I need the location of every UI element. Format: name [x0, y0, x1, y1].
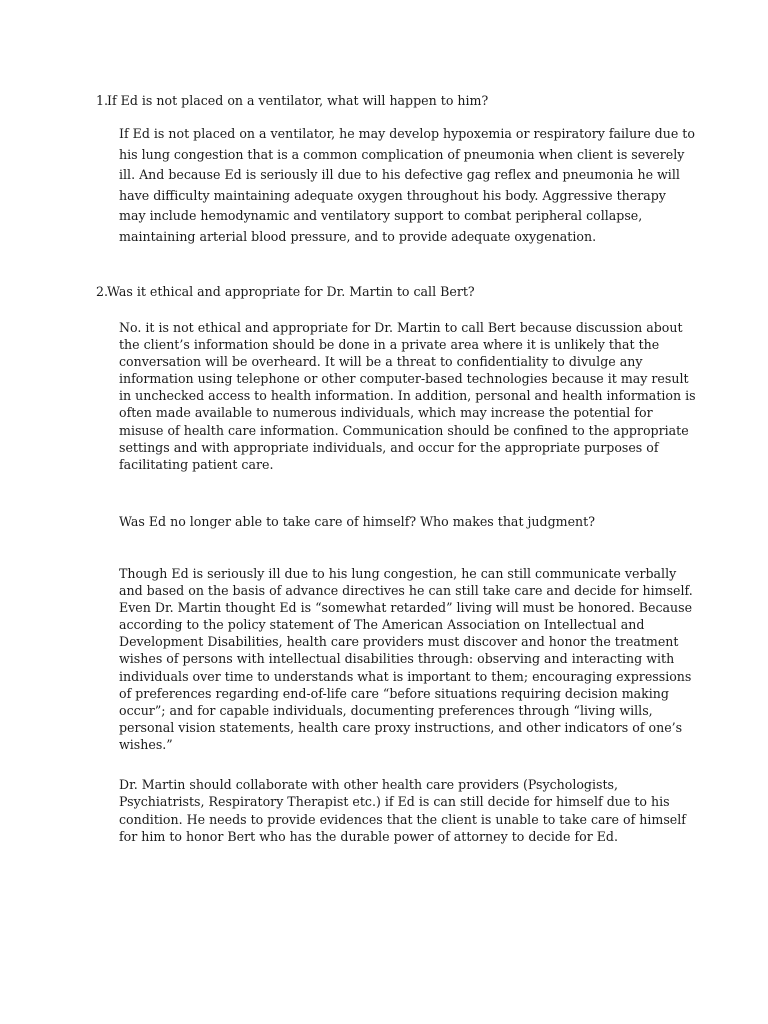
answer-3-line: individuals over time to understands what is important to them; encouraging expressions — [119, 668, 692, 684]
answer-3-line: according to the policy statement of The American Association on Intellectual and — [119, 617, 645, 633]
answer-1-line: maintaining arterial blood pressure, and to provide adequate oxygenation. — [119, 228, 597, 244]
answer-3-line: of preferences regarding end-of-life care “before situations requiring decision making — [119, 685, 669, 701]
answer-3-line: Even Dr. Martin thought Ed is “somewhat retarded” living will must be honored. Because — [119, 600, 693, 616]
answer-3b-line: condition. He needs to provide evidences that the client is unable to take care of himself — [119, 811, 686, 827]
answer-2-line: settings and with appropriate individuals, and occur for the appropriate purposes of — [119, 439, 659, 455]
answer-3b-line: for him to honor Bert who has the durable power of attorney to decide for Ed. — [119, 829, 618, 845]
answer-3-line: personal vision statements, health care proxy instructions, and other indicators of one’s — [119, 719, 683, 735]
question-3-text: Was Ed no longer able to take care of himself? Who makes that judgment? — [119, 514, 595, 529]
answer-3-line: wishes.” — [119, 736, 173, 752]
answer-2-line: conversation will be overheard. It will be a threat to confidentiality to divulge any — [119, 354, 643, 370]
question-1-text: If Ed is not placed on a ventilator, what will happen to him? — [107, 93, 489, 108]
answer-3-part-1 — [119, 565, 699, 753]
answer-2 — [119, 319, 699, 473]
question-2-text: Was it ethical and appropriate for Dr. Martin to call Bert? — [107, 284, 475, 299]
answer-2-line: in unchecked access to health information. In addition, personal and health information is — [119, 388, 696, 404]
answer-1-line: If Ed is not placed on a ventilator, he may develop hypoxemia or respiratory failure due to — [119, 126, 695, 141]
question-1-number: 1. — [96, 93, 109, 108]
answer-3-part-2 — [119, 776, 699, 846]
answer-3b-line: Psychiatrists, Respiratory Therapist etc.) if Ed is can still decide for himself due to his — [119, 794, 670, 810]
answer-3-line: wishes of persons with intellectual disabilities through: observing and interacting with — [119, 651, 675, 667]
answer-1-line: have difficulty maintaining adequate oxygen throughout his body. Aggressive therapy — [119, 187, 666, 203]
answer-3b-line: Dr. Martin should collaborate with other health care providers (Psychologists, — [119, 777, 619, 792]
answer-2-line: information using telephone or other computer-based technologies because it may result — [119, 371, 689, 387]
answer-3-line: Development Disabilities, health care providers must discover and honor the treatment — [119, 634, 679, 650]
answer-2-line: the client’s information should be done in a private area where it is unlikely that the — [119, 337, 660, 353]
answer-1-line: may include hemodynamic and ventilatory support to combat peripheral collapse, — [119, 208, 643, 224]
answer-2-line: often made available to numerous individuals, which may increase the potential for — [119, 405, 653, 421]
answer-3-line: Though Ed is seriously ill due to his lung congestion, he can still communicate verbally — [119, 566, 677, 581]
question-2-number: 2. — [96, 284, 109, 299]
answer-2-line: No. it is not ethical and appropriate for Dr. Martin to call Bert because discussion about — [119, 320, 683, 335]
answer-1 — [119, 124, 699, 248]
answer-3-line: and based on the basis of advance directives he can still take care and decide for himself. — [119, 583, 693, 599]
answer-2-line: misuse of health care information. Communication should be confined to the appropriate — [119, 422, 689, 438]
answer-1-line: ill. And because Ed is seriously ill due to his defective gag reflex and pneumonia he will — [119, 167, 680, 183]
answer-1-line: his lung congestion that is a common complication of pneumonia when client is severely — [119, 146, 685, 162]
question-2 — [96, 283, 475, 300]
answer-2-line: facilitating patient care. — [119, 456, 274, 472]
question-1 — [96, 92, 488, 109]
answer-3-line: occur”; and for capable individuals, documenting preferences through “living wills, — [119, 702, 653, 718]
